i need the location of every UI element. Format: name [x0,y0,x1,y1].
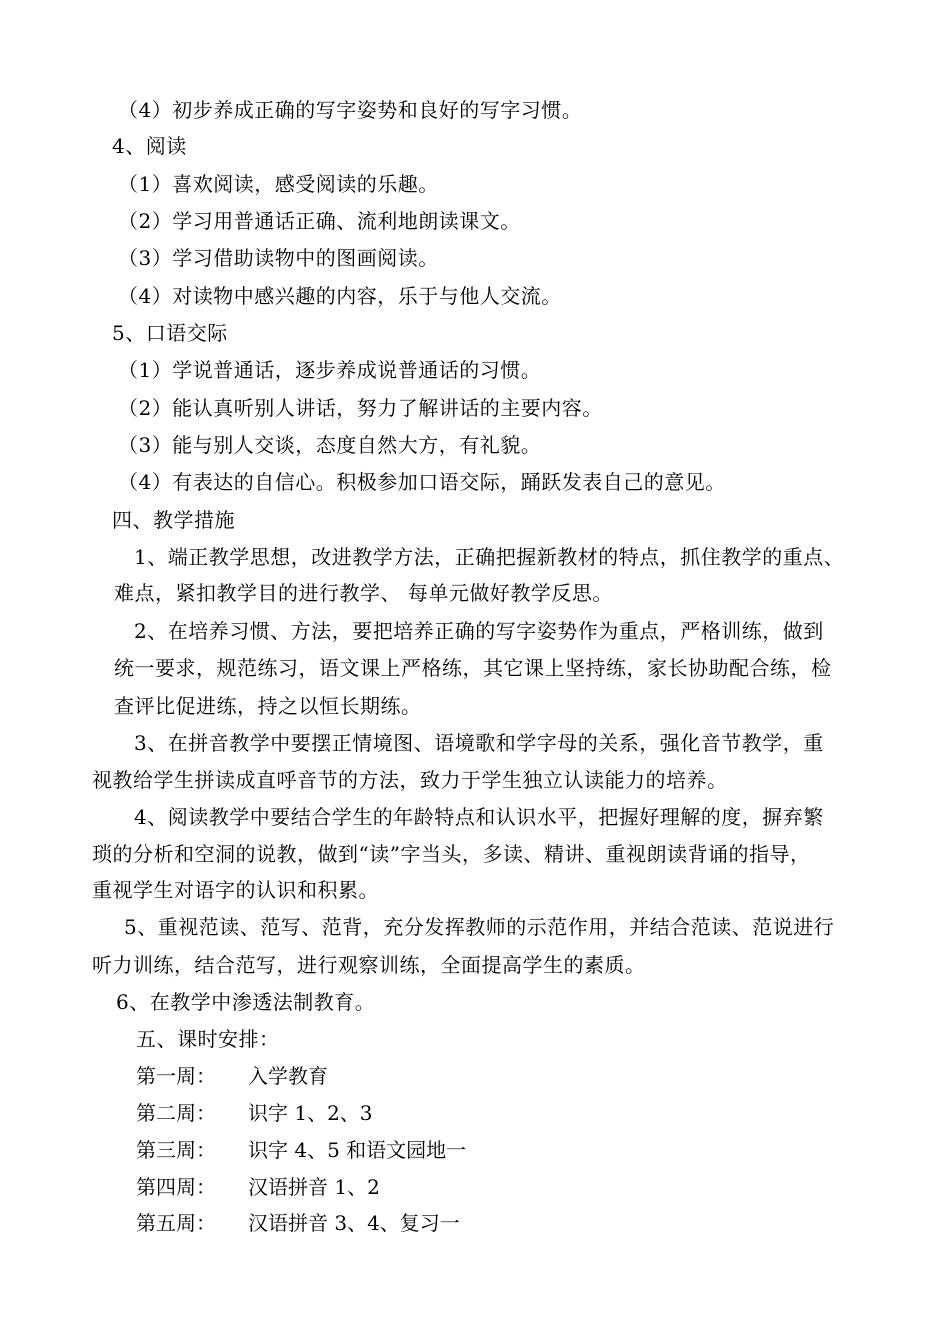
schedule-content: 入学教育 [248,1064,328,1088]
text-line: 6、在教学中渗透法制教育。 [116,990,376,1014]
schedule-week: 第四周： [136,1175,216,1199]
text-line: （4）有表达的自信心。积极参加口语交际，踊跃发表自己的意见。 [118,470,726,494]
text-line: （2）能认真听别人讲话，努力了解讲话的主要内容。 [118,396,603,420]
text-line: 查评比促进练，持之以恒长期练。 [114,694,422,718]
schedule-week: 第一周： [136,1064,216,1088]
section-heading: 四、教学措施 [112,508,235,532]
text-line: 视教给学生拼读成直呼音节的方法，致力于学生独立认读能力的培养。 [92,768,728,792]
text-line: （4）初步养成正确的写字姿势和良好的写字习惯。 [118,98,583,122]
text-line: 2、在培养习惯、方法，要把培养正确的写字姿势作为重点，严格训练，做到 [134,619,824,643]
text-line: 1、端正教学思想，改进教学方法，正确把握新教材的特点，抓住教学的重点、 [134,545,845,569]
schedule-content: 汉语拼音 1、2 [248,1175,380,1199]
schedule-row [136,1209,460,1237]
text-line: 难点，紧扣教学目的进行教学、 每单元做好教学反思。 [114,581,613,605]
text-line: 3、在拼音教学中要摆正情境图、语境歌和学字母的关系，强化音节教学，重 [134,731,824,755]
schedule-week: 第三周： [136,1138,216,1162]
schedule-content: 识字 1、2、3 [248,1101,373,1125]
schedule-content: 识字 4、5 和语文园地一 [248,1138,467,1162]
text-line: 4、阅读教学中要结合学生的年龄特点和认识水平，把握好理解的度，摒弃繁 [134,805,824,829]
text-line: （2）学习用普通话正确、流利地朗读课文。 [118,209,521,233]
text-line: 5、重视范读、范写、范背，充分发挥教师的示范作用，并结合范读、范说进行 [124,915,835,939]
text-line: （1）喜欢阅读，感受阅读的乐趣。 [118,172,439,196]
schedule-row [136,1099,373,1127]
text-line: 听力训练，结合范写，进行观察训练，全面提高学生的素质。 [92,953,646,977]
text-line: 琐的分析和空洞的说教，做到“读”字当头，多读、精讲、重视朗读背诵的指导， [92,842,811,866]
text-line: （4）对读物中感兴趣的内容，乐于与他人交流。 [118,284,562,308]
schedule-week: 第二周： [136,1101,216,1125]
schedule-row [136,1062,328,1090]
text-line: 统一要求，规范练习，语文课上严格练，其它课上坚持练，家长协助配合练，检 [114,656,832,680]
text-line: （3）能与别人交谈，态度自然大方，有礼貌。 [118,433,542,457]
text-line: （1）学说普通话，逐步养成说普通话的习惯。 [118,358,542,382]
schedule-row [136,1136,466,1164]
schedule-row [136,1173,380,1201]
text-line: 重视学生对语字的认识和积累。 [92,878,379,902]
section-heading: 五、课时安排： [136,1027,280,1051]
schedule-week: 第五周： [136,1211,216,1235]
section-heading: 5、口语交际 [112,321,228,345]
text-line: （3）学习借助读物中的图画阅读。 [118,246,439,270]
section-heading: 4、阅读 [112,134,187,158]
schedule-content: 汉语拼音 3、4、复习一 [248,1211,460,1235]
